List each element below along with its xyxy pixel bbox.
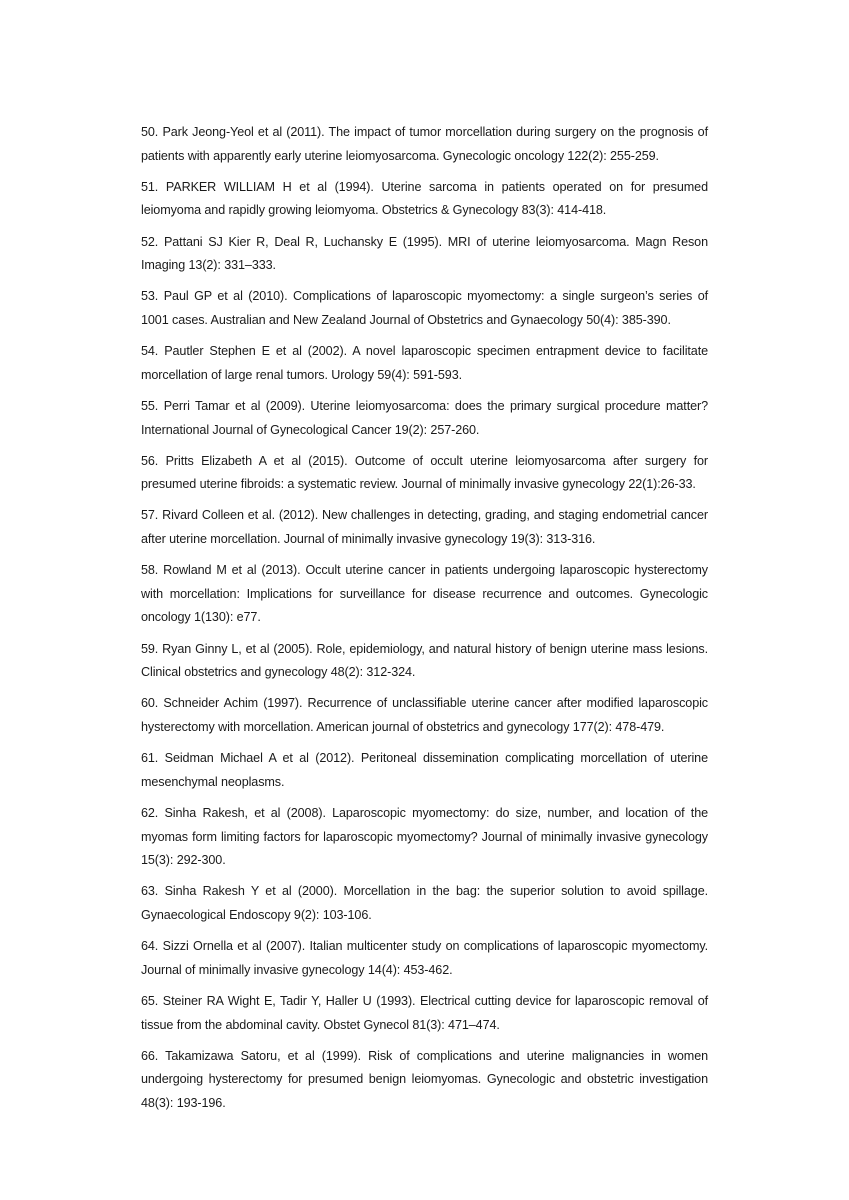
reference-text: PARKER WILLIAM H et al (1994). Uterine sarcoma in patients operated on for presumed leiomyoma and rapidly growing leiomyoma. Obstetrics & Gynecology 83(3): 414-418. [141, 179, 708, 218]
reference-text: Rivard Colleen et al. (2012). New challenges in detecting, grading, and staging endometrial cancer after uterine morcellation. Journal of minimally invasive gynecology 19(3): 313-316. [141, 508, 708, 547]
reference-number: 66. [141, 1048, 159, 1063]
reference-item [141, 638, 708, 685]
reference-item [141, 880, 708, 927]
reference-text: Pautler Stephen E et al (2002). A novel laparoscopic specimen entrapment device to facilitate morcellation of large renal tumors. Urology 59(4): 591-593. [141, 344, 708, 382]
reference-number: 50. [141, 125, 159, 139]
reference-number: 51. [141, 179, 159, 194]
reference-item [141, 176, 708, 223]
reference-text: Steiner RA Wight E, Tadir Y, Haller U (1993). Electrical cutting device for laparoscopic removal of tissue from the abdominal cavity. Obstet Gynecol 81(3): 471–474. [141, 993, 708, 1032]
reference-item [141, 692, 708, 739]
reference-number: 64. [141, 939, 159, 954]
reference-text: Perri Tamar et al (2009). Uterine leiomyosarcoma: does the primary surgical procedure matter? International Journal of Gynecological Cancer 19(2): 257-260. [141, 398, 708, 437]
reference-text: Sizzi Ornella et al (2007). Italian multicenter study on complications of laparoscopic myomectomy. Journal of minimally invasive gynecology 14(4): 453-462. [141, 939, 708, 977]
reference-number: 61. [141, 751, 159, 766]
reference-number: 62. [141, 805, 159, 820]
reference-text: Ryan Ginny L, et al (2005). Role, epidemiology, and natural history of benign uterine mass lesions. Clinical obstetrics and gynecology 48(2): 312-324. [141, 641, 709, 680]
reference-number: 59. [141, 641, 159, 656]
reference-item [141, 935, 708, 982]
reference-number: 60. [141, 696, 159, 711]
reference-text: Paul GP et al (2010). Complications of laparoscopic myomectomy: a single surgeon’s series of 1001 cases. Australian and New Zealand Journal of Obstetrics and Gynaecology 50(4): 385-390. [141, 289, 708, 327]
reference-text: Pritts Elizabeth A et al (2015). Outcome of occult uterine leiomyosarcoma after surgery for presumed uterine fibroids: a systematic review. Journal of minimally invasive gynecology 22(1):26-33. [141, 453, 708, 492]
reference-item [141, 121, 708, 168]
reference-text: Seidman Michael A et al (2012). Peritoneal dissemination complicating morcellation of uterine mesenchymal neoplasms. [141, 751, 708, 789]
reference-number: 56. [141, 453, 159, 468]
reference-item [141, 802, 708, 873]
reference-number: 57. [141, 508, 159, 523]
reference-item [141, 990, 708, 1037]
reference-item [141, 285, 708, 332]
reference-number: 54. [141, 344, 159, 359]
reference-item [141, 450, 708, 497]
reference-text: Rowland M et al (2013). Occult uterine cancer in patients undergoing laparoscopic hysterectomy with morcellation: Implications for surveillance for disease recurrence and outcomes. Gynecologic oncology 1(130): e77. [141, 563, 708, 625]
reference-text: Pattani SJ Kier R, Deal R, Luchansky E (1995). MRI of uterine leiomyosarcoma. Magn Reson Imaging 13(2): 331–333. [141, 234, 708, 273]
reference-number: 63. [141, 884, 159, 899]
reference-number: 58. [141, 563, 159, 578]
reference-item [141, 747, 708, 794]
reference-item [141, 395, 708, 442]
reference-item [141, 231, 708, 278]
reference-item [141, 559, 708, 630]
reference-item [141, 1045, 708, 1116]
reference-text: Sinha Rakesh, et al (2008). Laparoscopic myomectomy: do size, number, and location of the myomas form limiting factors for laparoscopic myomectomy? Journal of minimally invasive gynecology 15(3): 292-300. [141, 805, 708, 868]
reference-number: 55. [141, 398, 159, 413]
reference-text: Park Jeong-Yeol et al (2011). The impact of tumor morcellation during surgery on the prognosis of patients with apparently early uterine leiomyosarcoma. Gynecologic oncology 122(2): 255-259. [141, 125, 708, 163]
reference-text: Schneider Achim (1997). Recurrence of unclassifiable uterine cancer after modified laparoscopic hysterectomy with morcellation. American journal of obstetrics and gynecology 177(2): 478-479. [141, 696, 708, 734]
reference-number: 65. [141, 993, 159, 1008]
reference-number: 52. [141, 234, 159, 249]
reference-item [141, 504, 708, 551]
reference-item [141, 340, 708, 387]
reference-text: Sinha Rakesh Y et al (2000). Morcellation in the bag: the superior solution to avoid spillage. Gynaecological Endoscopy 9(2): 103-106. [141, 884, 708, 922]
reference-list [141, 121, 708, 1123]
reference-text: Takamizawa Satoru, et al (1999). Risk of complications and uterine malignancies in women undergoing hysterectomy for presumed benign leiomyomas. Gynecologic and obstetric investigation 48(3): 193-196. [141, 1048, 709, 1110]
reference-number: 53. [141, 289, 159, 304]
